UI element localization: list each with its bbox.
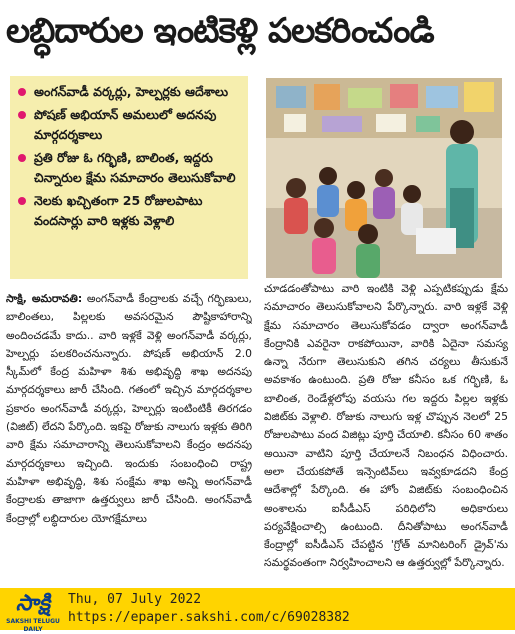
article-left-column [6,290,252,578]
bullet-icon [18,88,26,96]
publish-date: Thu, 07 July 2022 [68,592,202,607]
bullet-icon [18,197,26,205]
sakshi-logo [4,591,62,633]
highlight-item [18,105,240,145]
highlight-item [18,148,240,188]
highlight-item [18,82,240,102]
article-text: అంగన్‌వాడీ కేంద్రాలకు వచ్చే గర్భిణులు, బాలింతలు, పిల్లలకు అవసరమైన పౌష్టికాహారాన్ని అందించడమే కాదు.. వారి ఇళ్లకే వెళ్లి అంగన్‌వాడీ వర్కర్లు, హెల్పర్లు పలకరించనున్నారు. పోషణ్‌ అభియాన్‌ 2.0 స్కీమ్‌లో కేంద్ర మహిళా శిశు అభివృద్ధి శాఖ అదనపు మార్గదర్శకాలు జారీ చేసింది. గతంలో ఇచ్చిన మార్గదర్శకాల ప్రకారం అంగన్‌వాడీ వర్కర్లు, హెల్పర్లు ఇంటింటికీ తిరగడం (విజిట్‌) లేదని పేర్కొంది. ఇకపై రోజుకు నాలుగు ఇళ్లకు తిరిగి వారి క్షేమ సమాచారాన్ని తెలుసుకోవాలని కేంద్రం అదనపు మార్గదర్శకాలు ఇచ్చింది. ఇందుకు సంబంధించి రాష్ట్ర మహిళా అభివృద్ధి, శిశు సంక్షేమ శాఖ అన్ని అంగన్‌వాడీ కేంద్రాలకు తాజాగా ఉత్తర్వులు జారీ చేసింది. అంగన్‌వాడీ కేంద్రాల్లో లబ్ధిదారుల యోగక్షేమాలు [6,292,252,525]
highlight-text: పోషణ్‌ అభియాన్‌ అమలులో అదనపు మార్గదర్శకాలు [34,107,217,142]
logo-text: సాక్షి [15,591,51,616]
bullet-icon [18,111,26,119]
article-text: చూడడంతోపాటు వారి ఇంటికి వెళ్లి ఎప్పటికప్పుడు క్షేమ సమాచారం తెలుసుకోవాలని పేర్కొన్నారు. వారి ఇళ్లకే వెళ్లి క్షేమ సమాచారం తెలుసుకోవడం ద్వారా అంగన్‌వాడీ కేంద్రానికి ఎవరైనా రాకపోయినా, వారికి ఏదైనా సమస్య ఉన్నా నేరుగా తెలుసుకుని తగిన చర్యలు తీసుకునే అవకాశం ఉంటుంది. ప్రతి రోజు కనీసం ఒక గర్భిణి, ఓ బాలింత, రెండేళ్లలోపు వయసు గల ఇద్దరు పిల్లల ఇళ్లకు విజిట్‌కు వెళ్లాలి. రోజుకు నాలుగు ఇళ్ల చొప్పున నెలలో 25 రోజులపాటు వంద విజిట్లు పూర్తి చేయాలి. కనీసం 60 శాతం అయినా వాటిని పూర్తి చేయాలనే నిబంధన విధించారు. అలా చేయకపోతే ఇన్సెంటివ్‌లు ఇవ్వకూడదని కేంద్ర ఆదేశాల్లో పేర్కొంది. ఈ హోం విజిట్‌కు సంబంధించిన అంశాలను ఐసీడీఎస్‌ పరిధిలోని అధికారులు పర్యవేక్షించాల్సి ఉంటుంది. దీనితోపాటు అంగన్‌వాడీ కేంద్రాల్లో ఐసీడీఎస్‌ చేపట్టిన 'గ్రోత్‌ మానిటరింగ్‌ డ్రైవ్‌'ను సమర్థవంతంగా నిర్వహించాలని ఆ ఉత్తర్వుల్లో పేర్కొన్నారు. [264,282,508,570]
highlight-item [18,191,240,231]
dateline: సాక్షి, అమరావతి: [6,292,83,305]
highlights-box [10,76,248,279]
highlight-text: అంగన్‌వాడీ వర్కర్లు, హెల్పర్లకు ఆదేశాలు [34,84,229,99]
highlight-text: నెలకు ఖచ్చితంగా 25 రోజులపాటు వందసార్లు వారి ఇళ్లకు వెళ్లాలి [34,193,203,228]
headline: లబ్ధిదారుల ఇంటికెళ్లి పలకరించండి [6,11,434,51]
footer-bar [0,588,515,633]
epaper-link[interactable]: https://epaper.sakshi.com/c/69028382 [68,610,350,625]
highlight-text: ప్రతి రోజు ఓ గర్భిణి, బాలింత, ఇద్దరు చిన్నారుల క్షేమ సమాచారం తెలుసుకోవాలి [34,150,236,185]
bullet-icon [18,154,26,162]
article-right-column [264,280,508,580]
logo-subtext: SAKSHI TELUGU DAILY [6,618,60,633]
classroom-photo [266,78,502,278]
